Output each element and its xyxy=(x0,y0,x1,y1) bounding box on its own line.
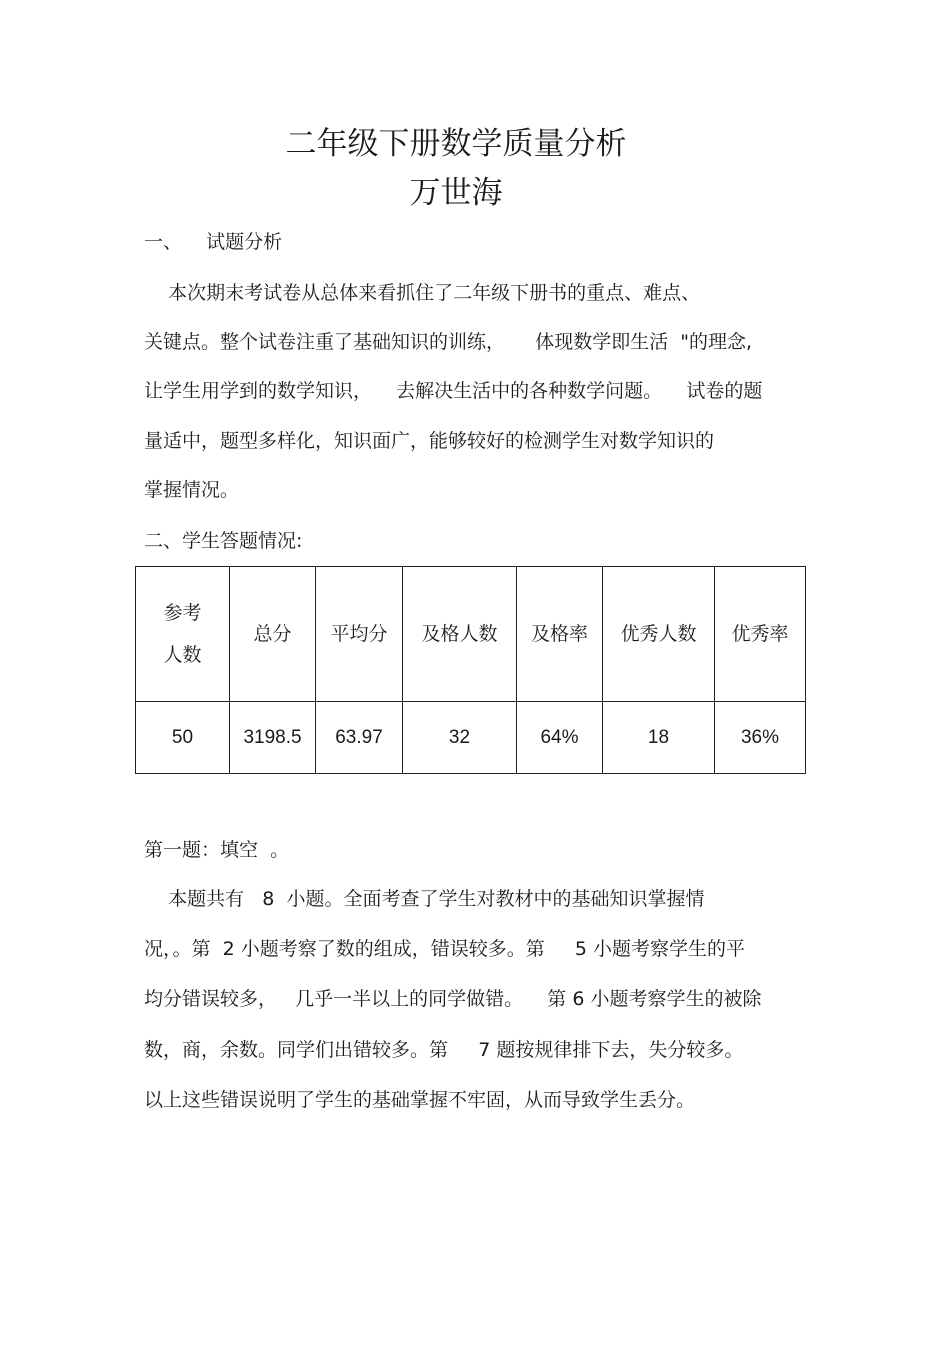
header-total-score: 总分 xyxy=(230,567,316,702)
section2-heading: 二、学生答题情况: xyxy=(144,530,303,552)
section1-heading: 一、 试题分析 xyxy=(144,231,283,253)
header-pass-rate: 及格率 xyxy=(517,567,603,702)
author-name: 万世海 xyxy=(409,175,503,211)
header-pass-count: 及格人数 xyxy=(403,567,517,702)
header-participants xyxy=(136,567,230,702)
value-total-score: 3198.5 xyxy=(230,702,316,774)
section1-line-3: 让学生用学到的数学知识， 去解决生活中的各种数学问题。 试卷的题 xyxy=(144,380,763,402)
value-excellent-rate: 36% xyxy=(715,702,806,774)
section1-line-4: 量适中，题型多样化，知识面广，能够较好的检测学生对数学知识的 xyxy=(144,430,715,452)
table-header-row xyxy=(136,567,806,702)
section1-line-2: 关键点。整个试卷注重了基础知识的训练， 体现数学即生活 "的理念, xyxy=(144,331,753,353)
question1-line-4: 数，商，余数。同学们出错较多。第 7 题按规律排下去，失分较多。 xyxy=(144,1039,744,1061)
value-pass-count: 32 xyxy=(403,702,517,774)
question1-line-3: 均分错误较多， 几乎一半以上的同学做错。 第 6 小题考察学生的被除 xyxy=(144,988,762,1010)
table-row xyxy=(136,702,806,774)
question1-line-5: 以上这些错误说明了学生的基础掌握不牢固，从而导致学生丢分。 xyxy=(144,1089,696,1111)
value-excellent-count: 18 xyxy=(603,702,715,774)
value-pass-rate: 64% xyxy=(517,702,603,774)
question1-line-1: 本题共有 8 小题。全面考查了学生对教材中的基础知识掌握情 xyxy=(144,888,705,910)
question1-heading: 第一题：填空 。 xyxy=(144,839,290,861)
section1-line-1: 本次期末考试卷从总体来看抓住了二年级下册书的重点、难点、 xyxy=(144,282,701,304)
results-table xyxy=(135,566,806,774)
value-average-score: 63.97 xyxy=(316,702,403,774)
value-participants: 50 xyxy=(136,702,230,774)
header-excellent-rate: 优秀率 xyxy=(715,567,806,702)
section1-line-5: 掌握情况。 xyxy=(144,479,240,501)
header-participants-label: 参考 人数 xyxy=(163,602,202,666)
header-average-score: 平均分 xyxy=(316,567,403,702)
document-title: 二年级下册数学质量分析 xyxy=(285,126,627,162)
header-excellent-count: 优秀人数 xyxy=(603,567,715,702)
question1-line-2: 况，。第 2 小题考察了数的组成，错误较多。第 5 小题考察学生的平 xyxy=(144,938,746,960)
